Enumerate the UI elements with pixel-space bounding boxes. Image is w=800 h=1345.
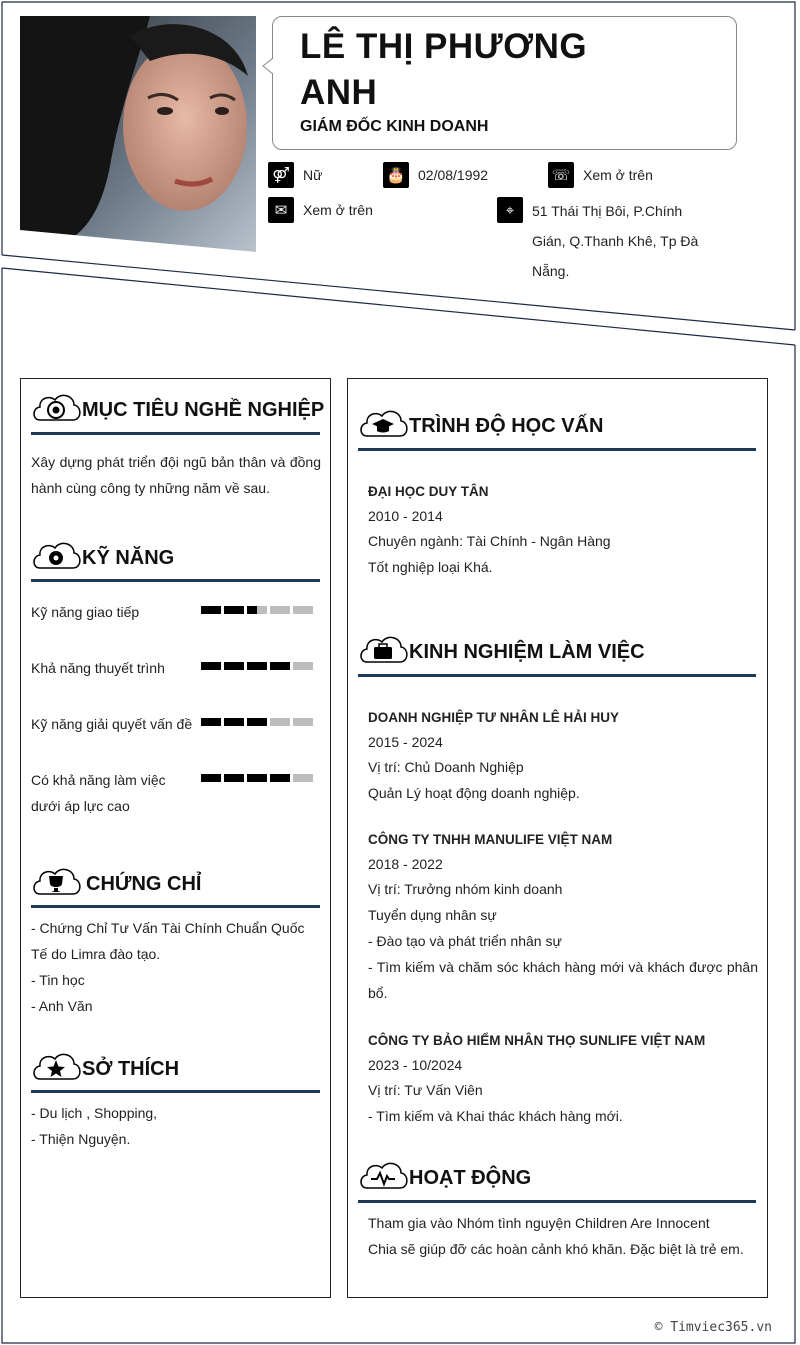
certificates-rule bbox=[31, 905, 320, 908]
skill-label: Kỹ năng giải quyết vấn đề bbox=[31, 716, 193, 732]
name-card-pointer bbox=[262, 58, 274, 76]
skill-level-bar bbox=[201, 606, 313, 614]
education-years: 2010 - 2014 bbox=[368, 508, 443, 524]
phone-value: Xem ở trên bbox=[583, 167, 653, 183]
profile-photo bbox=[20, 16, 256, 252]
job-years: 2023 - 10/2024 bbox=[368, 1057, 463, 1073]
skill-level-bar bbox=[201, 718, 313, 726]
hobbies-heading: SỞ THÍCH bbox=[82, 1058, 180, 1080]
skill-level-segment bbox=[270, 606, 290, 614]
job-detail: - Đào tạo và phát triển nhân sự bbox=[368, 933, 562, 949]
skill-level-segment bbox=[247, 718, 267, 726]
job-years: 2018 - 2022 bbox=[368, 856, 443, 872]
skills-rule bbox=[31, 579, 320, 582]
hobby-item: - Du lịch , Shopping, bbox=[31, 1105, 158, 1121]
gender-value: Nữ bbox=[303, 167, 323, 183]
skill-level-segment bbox=[201, 606, 221, 614]
left-column bbox=[20, 378, 331, 1298]
job-position: Vị trí: Trưởng nhóm kinh doanh bbox=[368, 881, 563, 897]
skill-level-segment bbox=[293, 718, 313, 726]
skill-level-segment bbox=[201, 718, 221, 726]
skill-level-segment bbox=[247, 662, 267, 670]
graduation-cap-icon bbox=[357, 406, 409, 444]
birthday-cake-icon: 🎂 bbox=[383, 162, 409, 188]
skill-level-segment bbox=[224, 606, 244, 614]
skill-level-segment bbox=[293, 774, 313, 782]
skill-label: Kỹ năng giao tiếp bbox=[31, 604, 140, 620]
objective-heading: MỤC TIÊU NGHỀ NGHIỆP bbox=[82, 399, 325, 421]
email-icon: ✉ bbox=[268, 197, 294, 223]
skill-level-segment bbox=[270, 774, 290, 782]
phone-icon: ☏ bbox=[548, 162, 574, 188]
briefcase-icon bbox=[357, 632, 409, 670]
job-years: 2015 - 2024 bbox=[368, 734, 443, 750]
candidate-name: LÊ THỊ PHƯƠNG ANH bbox=[300, 27, 588, 112]
experience-rule bbox=[358, 674, 756, 677]
skill-level-segment bbox=[247, 774, 267, 782]
job-detail: Quản Lý hoạt động doanh nghiệp. bbox=[368, 785, 580, 801]
job-detail: Tuyển dụng nhân sự bbox=[368, 907, 497, 923]
skill-level-segment bbox=[247, 606, 267, 614]
birthday-value: 02/08/1992 bbox=[418, 167, 489, 183]
job-title: GIÁM ĐỐC KINH DOANH bbox=[300, 118, 489, 135]
education-result: Tốt nghiệp loại Khá. bbox=[368, 559, 493, 575]
heartbeat-icon bbox=[357, 1158, 409, 1196]
star-icon bbox=[30, 1049, 82, 1087]
school-name: ĐẠI HỌC DUY TÂN bbox=[368, 484, 489, 499]
skill-label: Có khả năng làm việc dưới áp lực cao bbox=[31, 772, 166, 814]
skill-level-segment bbox=[293, 662, 313, 670]
gear-icon bbox=[30, 538, 82, 576]
activity-item: Tham gia vào Nhóm tình nguyện Children Are Innocent bbox=[368, 1215, 710, 1231]
gender-icon: ⚤ bbox=[268, 162, 294, 188]
skills-heading: KỸ NĂNG bbox=[82, 547, 175, 569]
certificates-heading: CHỨNG CHỈ bbox=[86, 873, 202, 895]
experience-heading: KINH NGHIỆM LÀM VIỆC bbox=[409, 641, 645, 663]
email-value: Xem ở trên bbox=[303, 202, 373, 218]
education-heading: TRÌNH ĐỘ HỌC VẤN bbox=[409, 415, 604, 437]
address-value: 51 Thái Thị Bôi, P.Chính Gián, Q.Thanh Khê, Tp Đà Nẵng. bbox=[532, 203, 699, 279]
trophy-icon bbox=[30, 864, 82, 902]
job-position: Vị trí: Tư Vấn Viên bbox=[368, 1082, 483, 1098]
hobby-item: - Thiện Nguyện. bbox=[31, 1131, 131, 1147]
company-name: DOANH NGHIỆP TƯ NHÂN LÊ HẢI HUY bbox=[368, 710, 619, 725]
education-major: Chuyên ngành: Tài Chính - Ngân Hàng bbox=[368, 533, 611, 549]
certificate-item: - Tin học bbox=[31, 972, 85, 988]
skill-level-segment bbox=[270, 662, 290, 670]
skill-label: Khả năng thuyết trình bbox=[31, 660, 165, 676]
certificate-item: - Anh Văn bbox=[31, 998, 93, 1014]
job-detail: - Tìm kiếm và chăm sóc khách hàng mới và khách được phân bổ. bbox=[368, 959, 758, 1001]
skill-level-segment bbox=[224, 718, 244, 726]
job-position: Vị trí: Chủ Doanh Nghiệp bbox=[368, 759, 524, 775]
footer-watermark: © Timviec365.vn bbox=[654, 1320, 772, 1335]
activity-item: Chia sẽ giúp đỡ các hoàn cảnh khó khăn. Đặc biệt là trẻ em. bbox=[368, 1241, 744, 1257]
job-detail: - Tìm kiếm và Khai thác khách hàng mới. bbox=[368, 1108, 623, 1124]
location-pin-icon: ⌖ bbox=[497, 197, 523, 223]
skill-level-segment bbox=[270, 718, 290, 726]
objective-rule bbox=[31, 432, 320, 435]
skill-level-segment bbox=[293, 606, 313, 614]
company-name: CÔNG TY BẢO HIỂM NHÂN THỌ SUNLIFE VIỆT NAM bbox=[368, 1033, 706, 1048]
activities-rule bbox=[358, 1200, 756, 1203]
skill-level-bar bbox=[201, 774, 313, 782]
education-rule bbox=[358, 448, 756, 451]
hobbies-rule bbox=[31, 1090, 320, 1093]
skill-level-segment bbox=[224, 662, 244, 670]
activities-heading: HOẠT ĐỘNG bbox=[409, 1167, 532, 1189]
target-icon bbox=[30, 390, 82, 428]
objective-text: Xây dựng phát triển đội ngũ bản thân và đồng hành cùng công ty những năm về sau. bbox=[31, 454, 321, 496]
skill-level-bar bbox=[201, 662, 313, 670]
company-name: CÔNG TY TNHH MANULIFE VIỆT NAM bbox=[368, 832, 613, 847]
certificate-item: - Chứng Chỉ Tư Vấn Tài Chính Chuẩn Quốc Tế do Limra đào tạo. bbox=[31, 920, 305, 962]
skill-level-segment bbox=[224, 774, 244, 782]
skill-level-segment bbox=[201, 774, 221, 782]
skill-level-segment bbox=[201, 662, 221, 670]
